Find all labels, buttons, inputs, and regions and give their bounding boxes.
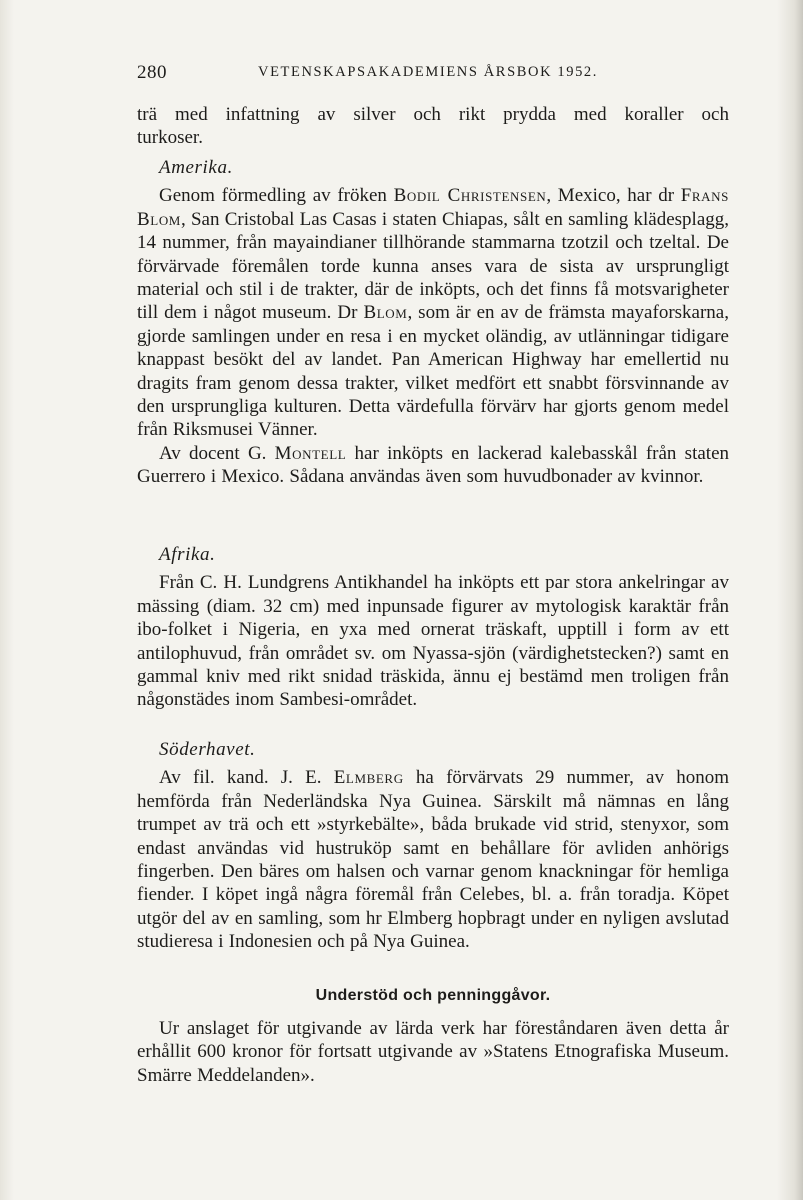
person-name-blom: Blom (363, 302, 408, 324)
text-run: ha förvärvats 29 nummer, av honom hemförda från Nederländska Nya Guinea. Särskilt må nämnas en lång trumpet av trä och ett »styrkebälte», båda brukade vid strid, stenyxor, som endast användas vid hustruköp samt en behållare för avliden anhörigs fingerben. Den bäres om halsen och varnar genom knackningar för hemliga fiender. I köpet ingå några föremål från Celebes, bl. a. från toradja. Köpet utgör del av en samling, som hr Elmberg hopbragt under en nyligen avslutad studieresa i Indonesien och på Nya Guinea. (137, 767, 729, 953)
text-run: , San Cristobal Las Casas i staten Chiapas, sålt en samling klädesplagg, 14 nummer, från mayaindianer tillhörande stammarna tzotzil och tzeltal. De förvärvade föremålen torde kunna anses vara de sista av ursprungligt material och stil i de trakter, där de inköpts, och det finns få motsvarigheter till dem i något museum. Dr (137, 208, 729, 324)
heading-amerika: Amerika. (159, 157, 233, 178)
text-run: Genom förmedling av fröken (159, 185, 394, 207)
person-name-montell: Montell (274, 442, 347, 464)
section-understod (137, 1017, 729, 1087)
heading-afrika: Afrika. (159, 544, 216, 565)
person-name-elmberg: Elmberg (333, 767, 404, 789)
section-amerika (137, 156, 729, 489)
person-name-frans-blom: Frans Blom (137, 185, 729, 230)
person-name-christensen: Bodil Christensen (393, 185, 547, 207)
text-run: har inköpts en lackerad kalebasskål från staten Guerrero i Mexico. Sådana användas även som huvudbonader av kvinnor. (137, 442, 729, 488)
amerika-paragraph-2 (137, 442, 729, 489)
heading-soderhavet: Söderhavet. (159, 739, 256, 760)
text-run: , Mexico, har dr (546, 185, 681, 207)
understod-paragraph-1: Ur anslaget för utgivande av lärda verk har föreståndaren även detta år erhållit 600 kronor för fortsatt utgivande av »Statens Etnografiska Museum. Smärre Meddelanden». (137, 1018, 729, 1086)
text-run: Av docent G. (159, 442, 275, 464)
intro-line-1: trä med infattning av silver och rikt prydda med koraller och (137, 104, 729, 125)
soderhavet-paragraph-1 (137, 766, 729, 953)
section-title-understod: Understöd och penninggåvor. (315, 987, 551, 1004)
text-run: Av fil. kand. J. E. (159, 767, 334, 789)
section-soderhavet (137, 738, 729, 954)
amerika-paragraph-1 (137, 184, 729, 441)
intro-line-2: turkoser. (137, 127, 203, 149)
section-afrika (137, 543, 729, 712)
intro-paragraph (137, 103, 729, 150)
page-number: 280 (137, 62, 167, 83)
text-run: , som är en av de främsta mayaforskarna, gjorde samlingen under en resa i en mycket oländig, av utlänningar tidigare knappast besökt del av landet. Pan American Highway har emellertid nu dragits fram genom dessa trakter, vilket medfört ett snabbt försvinnande av den ursprungliga kulturen. Detta värdefulla förvärv har gjorts genom medel från Riksmusei Vänner. (137, 302, 729, 441)
running-head: VETENSKAPSAKADEMIENS ÅRSBOK 1952. (258, 64, 599, 80)
afrika-paragraph-1: Från C. H. Lundgrens Antikhandel ha inköpts ett par stora ankelringar av mässing (diam. 32 cm) med inpunsade figurer av mytologisk karaktär från ibo-folket i Nigeria, en yxa med ornerat träskaft, upptill i form av ett antilophuvud, från området sv. om Nyassa-sjön (värdighetstecken?) samt en gammal kniv med rikt snidad träskida, ännu ej bestämd men troligen från någonstädes inom Sambesi-området. (137, 572, 729, 711)
